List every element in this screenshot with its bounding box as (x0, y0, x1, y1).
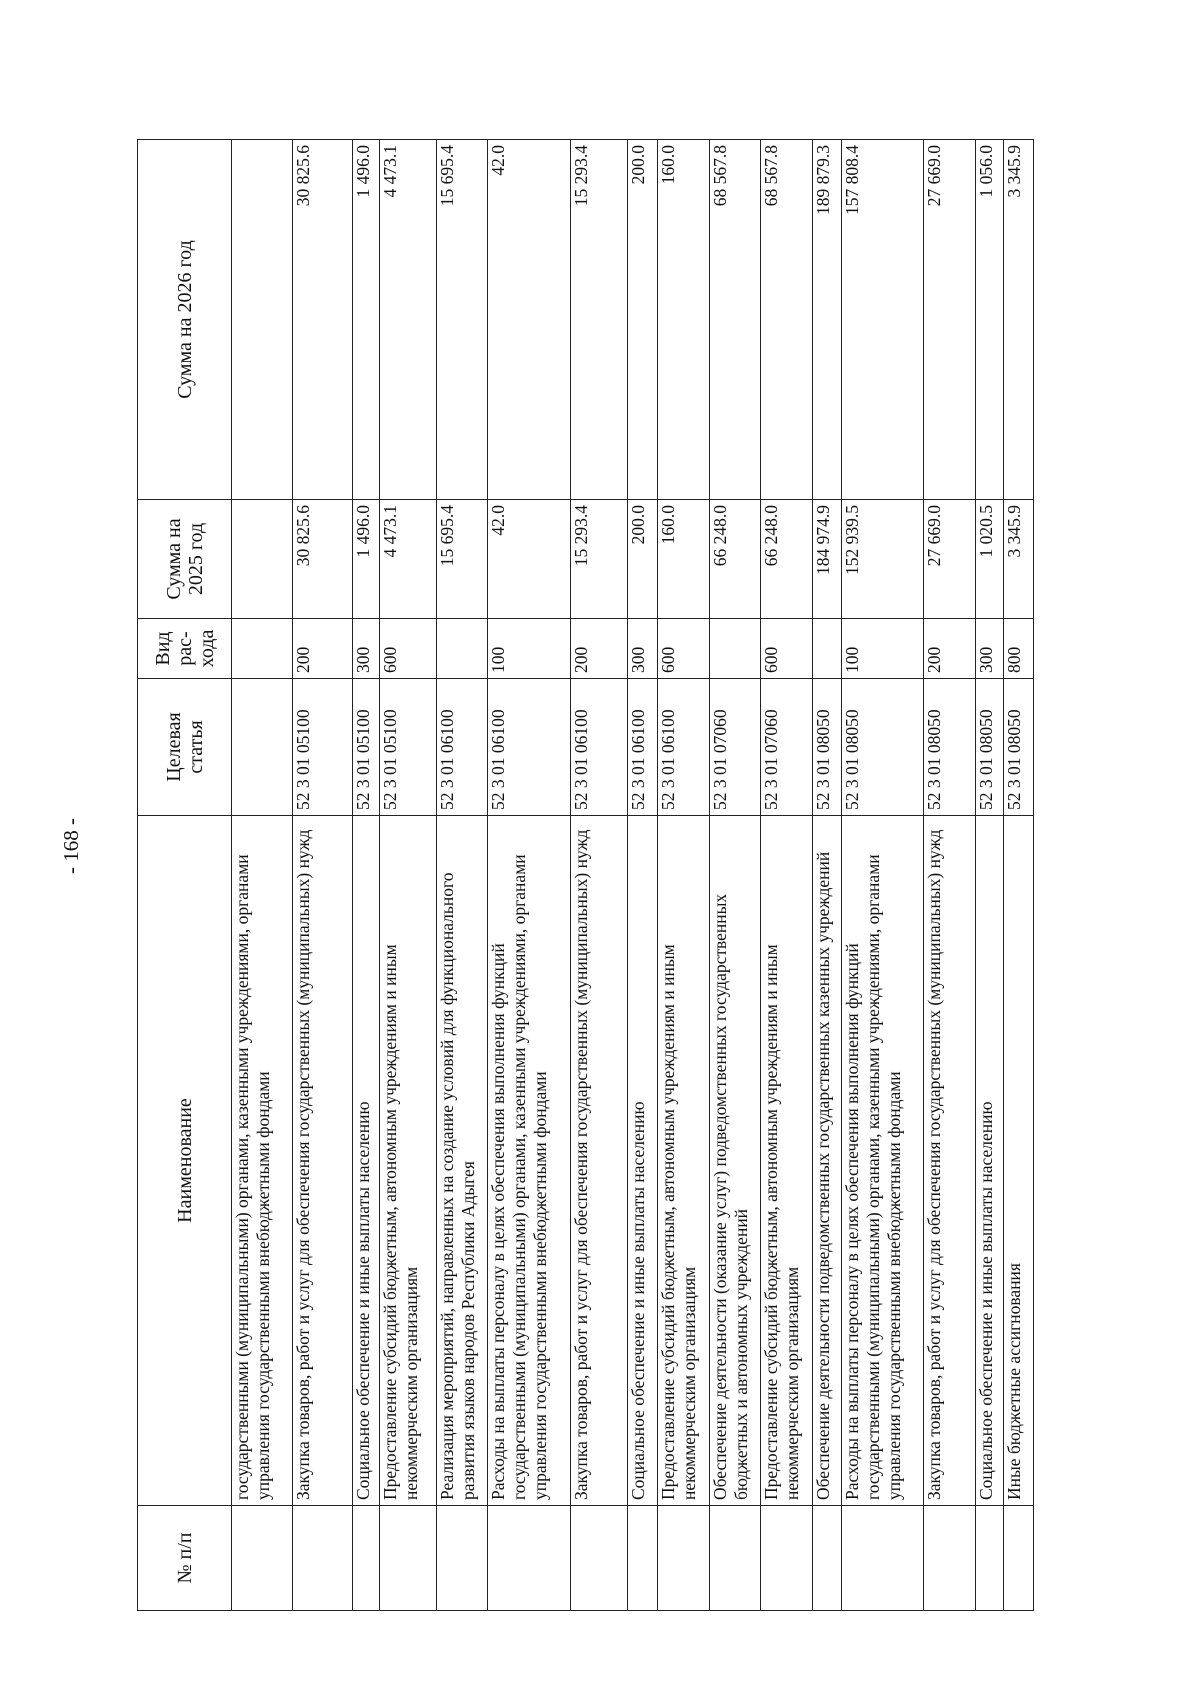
row-num (841, 1506, 923, 1611)
row-sum-2025: 27 669.0 (923, 500, 976, 619)
row-sum-2025: 30 825.6 (292, 500, 352, 619)
row-expense-type: 300 (976, 619, 1004, 679)
row-sum-2025 (232, 500, 293, 619)
row-num (760, 1506, 813, 1611)
row-expense-type: 300 (352, 619, 379, 679)
row-target-code: 52 3 01 07060 (760, 679, 813, 816)
row-target-code (232, 679, 293, 816)
table-row (232, 140, 293, 1611)
row-num (292, 1506, 352, 1611)
row-target-code: 52 3 01 08050 (923, 679, 976, 816)
row-sum-2026: 189 879.3 (813, 140, 841, 500)
table-row (657, 140, 710, 1611)
row-sum-2026: 15 695.4 (436, 140, 488, 500)
row-name: Предоставление субсидий бюджетным, автономным учреждениям и иным некоммерческим организациям (380, 816, 437, 1506)
row-sum-2026: 68 567.8 (760, 140, 813, 500)
row-expense-type: 600 (657, 619, 710, 679)
row-sum-2026: 1 056.0 (976, 140, 1004, 500)
table-row (710, 140, 760, 1611)
row-name: Расходы на выплаты персоналу в целях обеспечения выполнения функций государственными (муниципальными) органами, казенными учреждениями, органами управления государственными внебюджетными фондами (841, 816, 923, 1506)
row-sum-2026: 1 496.0 (352, 140, 379, 500)
table-row (628, 140, 657, 1611)
row-sum-2026: 27 669.0 (923, 140, 976, 500)
table-row (380, 140, 437, 1611)
rotated-table-container (137, 140, 1034, 1611)
row-name: Реализация мероприятий, направленных на создание условий для функционального развития языков народов Республики Адыгея (436, 816, 488, 1506)
row-name: Закупка товаров, работ и услуг для обеспечения государственных (муниципальных) нужд (923, 816, 976, 1506)
row-target-code: 52 3 01 05100 (292, 679, 352, 816)
row-sum-2025: 66 248.0 (710, 500, 760, 619)
row-sum-2026 (232, 140, 293, 500)
row-target-code: 52 3 01 08050 (976, 679, 1004, 816)
row-sum-2026: 30 825.6 (292, 140, 352, 500)
row-expense-type: 100 (841, 619, 923, 679)
table-row (571, 140, 628, 1611)
row-num (488, 1506, 571, 1611)
row-sum-2025: 42.0 (488, 500, 571, 619)
row-expense-type: 600 (760, 619, 813, 679)
table-row (436, 140, 488, 1611)
row-target-code: 52 3 01 08050 (1004, 679, 1034, 816)
budget-table (137, 139, 1034, 1611)
row-name: Социальное обеспечение и иные выплаты населению (352, 816, 379, 1506)
row-target-code: 52 3 01 06100 (628, 679, 657, 816)
row-name: Предоставление субсидий бюджетным, автономным учреждениям и иным некоммерческим организациям (760, 816, 813, 1506)
row-sum-2026: 200.0 (628, 140, 657, 500)
row-num (976, 1506, 1004, 1611)
table-row (976, 140, 1004, 1611)
row-sum-2025: 15 293.4 (571, 500, 628, 619)
row-expense-type: 200 (571, 619, 628, 679)
row-sum-2025: 1 496.0 (352, 500, 379, 619)
row-expense-type (813, 619, 841, 679)
table-row (488, 140, 571, 1611)
header-sum-2026: Сумма на 2026 год (138, 140, 232, 500)
row-target-code: 52 3 01 05100 (380, 679, 437, 816)
row-target-code: 52 3 01 07060 (710, 679, 760, 816)
row-name: Предоставление субсидий бюджетным, автономным учреждениям и иным некоммерческим организациям (657, 816, 710, 1506)
row-target-code: 52 3 01 08050 (813, 679, 841, 816)
page-number: - 168 - (59, 818, 83, 874)
row-num (352, 1506, 379, 1611)
header-type: Вид рас-хода (138, 619, 232, 679)
row-sum-2025: 200.0 (628, 500, 657, 619)
row-name: Закупка товаров, работ и услуг для обеспечения государственных (муниципальных) нужд (292, 816, 352, 1506)
row-sum-2025: 66 248.0 (760, 500, 813, 619)
row-name: Обеспечение деятельности (оказание услуг) подведомственных государственных бюджетных и автономных учреждений (710, 816, 760, 1506)
row-sum-2025: 1 020.5 (976, 500, 1004, 619)
row-target-code: 52 3 01 05100 (352, 679, 379, 816)
row-num (232, 1506, 293, 1611)
row-name: Закупка товаров, работ и услуг для обеспечения государственных (муниципальных) нужд (571, 816, 628, 1506)
table-row (1004, 140, 1034, 1611)
row-num (628, 1506, 657, 1611)
row-sum-2026: 160.0 (657, 140, 710, 500)
table-header-row (138, 140, 232, 1611)
row-expense-type: 200 (923, 619, 976, 679)
row-sum-2025: 152 939.5 (841, 500, 923, 619)
row-expense-type: 800 (1004, 619, 1034, 679)
row-sum-2026: 68 567.8 (710, 140, 760, 500)
row-num (380, 1506, 437, 1611)
row-expense-type (710, 619, 760, 679)
header-target: Целевая статья (138, 679, 232, 816)
row-sum-2025: 160.0 (657, 500, 710, 619)
row-expense-type (232, 619, 293, 679)
row-target-code: 52 3 01 06100 (436, 679, 488, 816)
row-name: Социальное обеспечение и иные выплаты населению (976, 816, 1004, 1506)
row-sum-2026: 4 473.1 (380, 140, 437, 500)
row-expense-type (436, 619, 488, 679)
table-row (352, 140, 379, 1611)
row-num (571, 1506, 628, 1611)
row-sum-2026: 157 808.4 (841, 140, 923, 500)
table-row (760, 140, 813, 1611)
table-row (292, 140, 352, 1611)
header-sum-2025: Сумма на 2025 год (138, 500, 232, 619)
table-row (813, 140, 841, 1611)
row-expense-type: 100 (488, 619, 571, 679)
row-sum-2025: 15 695.4 (436, 500, 488, 619)
row-name: Обеспечение деятельности подведомственных государственных казенных учреждений (813, 816, 841, 1506)
row-target-code: 52 3 01 06100 (488, 679, 571, 816)
row-sum-2025: 3 345.9 (1004, 500, 1034, 619)
row-target-code: 52 3 01 08050 (841, 679, 923, 816)
row-num (436, 1506, 488, 1611)
row-num (710, 1506, 760, 1611)
row-num (813, 1506, 841, 1611)
row-sum-2026: 15 293.4 (571, 140, 628, 500)
row-num (1004, 1506, 1034, 1611)
row-num (923, 1506, 976, 1611)
row-expense-type: 200 (292, 619, 352, 679)
row-sum-2026: 3 345.9 (1004, 140, 1034, 500)
row-expense-type: 300 (628, 619, 657, 679)
table-row (841, 140, 923, 1611)
row-num (657, 1506, 710, 1611)
row-name: Иные бюджетные ассигнования (1004, 816, 1034, 1506)
header-name: Наименование (138, 816, 232, 1506)
row-name: государственными (муниципальными) органами, казенными учреждениями, органами управления государственными внебюджетными фондами (232, 816, 293, 1506)
row-sum-2025: 184 974.9 (813, 500, 841, 619)
row-target-code: 52 3 01 06100 (657, 679, 710, 816)
header-num: № п/п (138, 1506, 232, 1611)
row-expense-type: 600 (380, 619, 437, 679)
row-name: Расходы на выплаты персоналу в целях обеспечения выполнения функций государственными (муниципальными) органами, казенными учреждениями, органами управления государственными внебюджетными фондами (488, 816, 571, 1506)
row-target-code: 52 3 01 06100 (571, 679, 628, 816)
table-row (923, 140, 976, 1611)
row-sum-2026: 42.0 (488, 140, 571, 500)
row-name: Социальное обеспечение и иные выплаты населению (628, 816, 657, 1506)
row-sum-2025: 4 473.1 (380, 500, 437, 619)
